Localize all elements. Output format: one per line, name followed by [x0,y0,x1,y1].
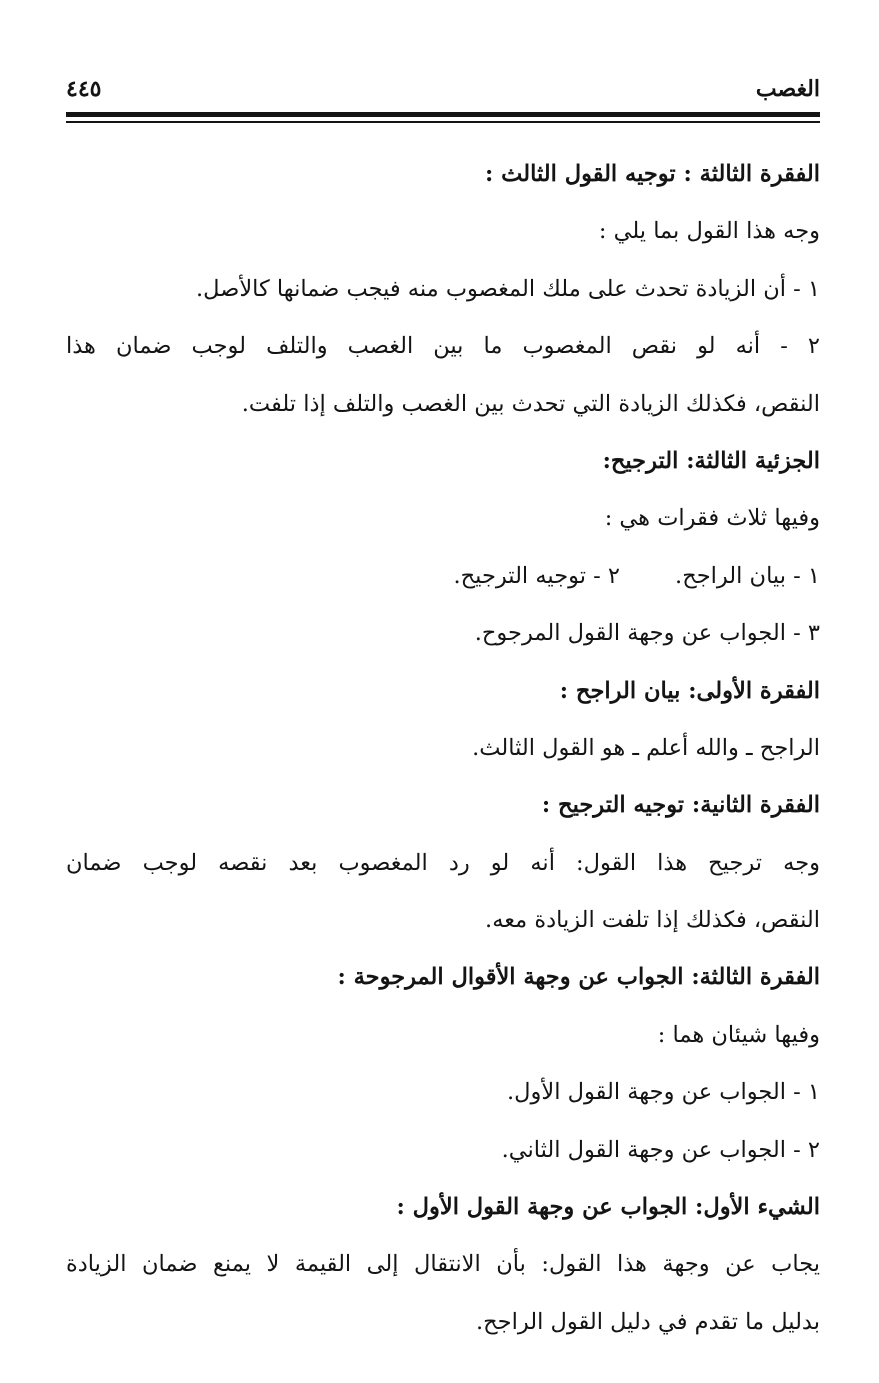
section-heading: الفقرة الثانية: توجيه الترجيح : [541,792,820,819]
paragraph-line: وفيها ثلاث فقرات هي : [604,505,820,532]
list-item: ٢ - الجواب عن وجهة القول الثاني. [501,1136,820,1163]
section-heading: الجزئية الثالثة: الترجيح: [602,447,820,474]
list-item: ١ - الجواب عن وجهة القول الأول. [507,1079,820,1106]
paragraph-line: وجه ترجيح هذا القول: أنه لو رد المغصوب بعد نقصه لوجب ضمان [66,849,820,876]
page-header [66,74,820,108]
paragraph-line: النقص، فكذلك إذا تلفت الزيادة معه. [485,907,820,934]
header-rule-thin [66,121,820,123]
list-item: ١ - أن الزيادة تحدث على ملك المغصوب منه فيجب ضمانها كالأصل. [196,275,820,302]
section-heading: الفقرة الثالثة: الجواب عن وجهة الأقوال المرجوحة : [337,964,820,991]
page-number: ٤٤٥ [66,76,102,102]
section-heading: الفقرة الأولى: بيان الراجح : [559,677,820,704]
page-body [66,146,820,1351]
list-item: ٢ - توجيه الترجيح. [453,562,620,589]
paragraph-line: وجه هذا القول بما يلي : [598,218,820,245]
section-heading: الشيء الأول: الجواب عن وجهة القول الأول : [396,1194,820,1221]
paragraph-line: يجاب عن وجهة هذا القول: بأن الانتقال إلى القيمة لا يمنع ضمان الزيادة [66,1251,820,1278]
section-heading: الفقرة الثالثة : توجيه القول الثالث : [485,161,820,187]
paragraph-line: النقص، فكذلك الزيادة التي تحدث بين الغصب والتلف إذا تلفت. [241,390,820,417]
paragraph-line: وفيها شيئان هما : [657,1021,820,1048]
list-row [66,548,820,605]
list-item: ٢ - أنه لو نقص المغصوب ما بين الغصب والتلف لوجب ضمان هذا [66,333,820,360]
paragraph-line: الراجح ـ والله أعلم ـ هو القول الثالث. [472,734,820,761]
list-item: ٣ - الجواب عن وجهة القول المرجوح. [474,620,820,647]
running-title: الغصب [755,76,820,102]
paragraph-line: بدليل ما تقدم في دليل القول الراجح. [476,1308,820,1335]
list-item: ١ - بيان الراجح. [675,562,820,589]
header-rule-thick [66,112,820,117]
